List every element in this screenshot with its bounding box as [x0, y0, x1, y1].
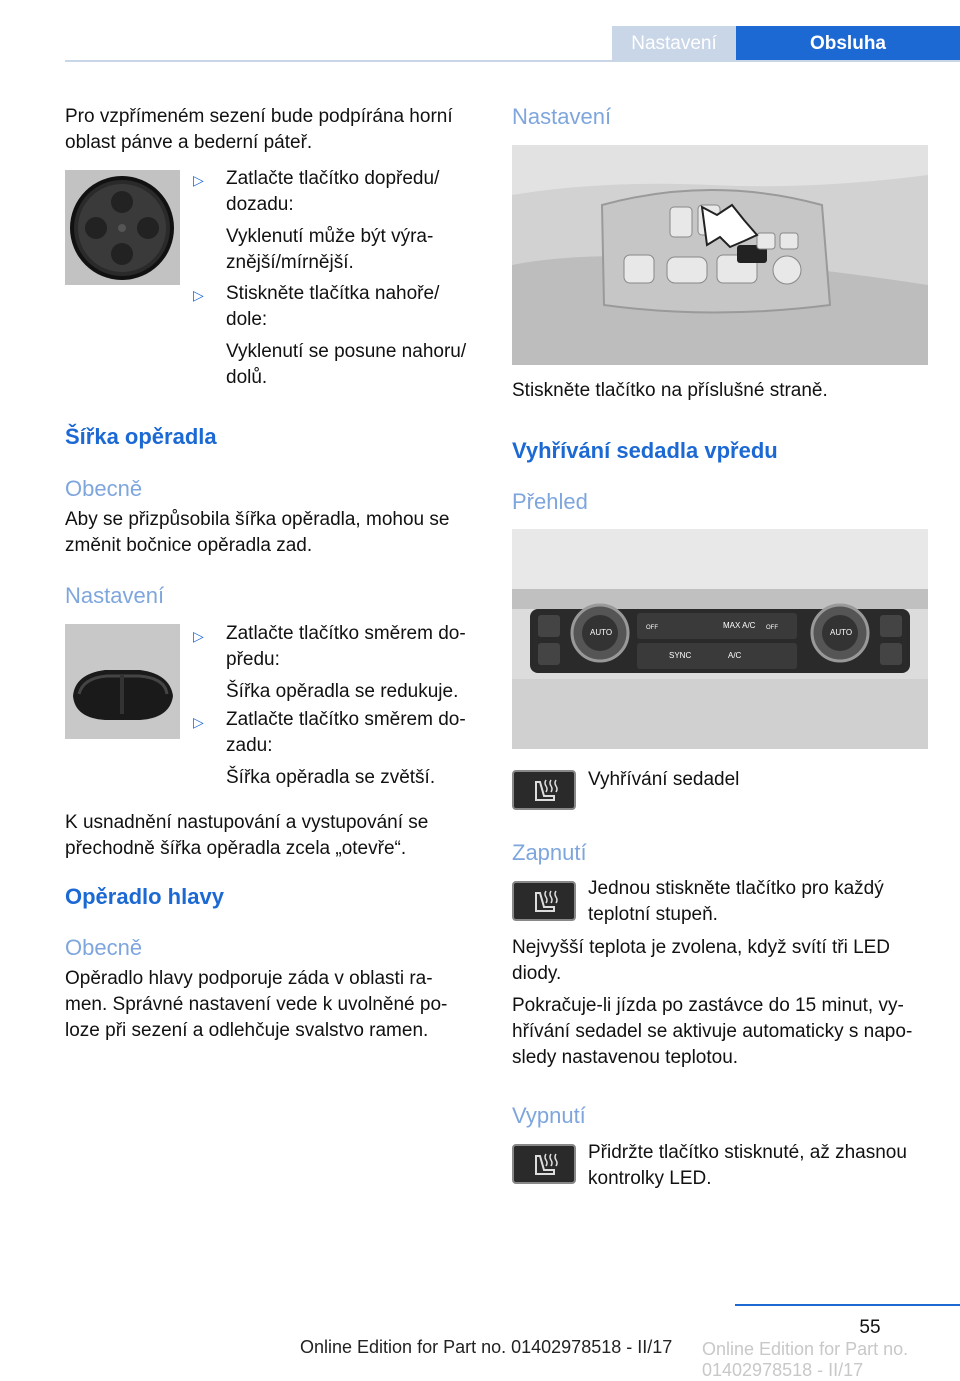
width-general-heading: Obecně [65, 476, 143, 501]
on-text: Jednou stiskněte tlačítko pro každý teplotní stupeň. [588, 878, 884, 925]
on-para-1: Nejvyšší teplota je zvolena, když svítí tři LED diody. [512, 937, 891, 984]
heat-icon-label: Vyhřívání sedadel [588, 769, 740, 790]
panel-auto-left-label: AUTO [590, 628, 613, 637]
head-general-heading: Obecně [65, 935, 143, 960]
off-text: Přidržte tlačítko stisknuté, až zhasnou kontrolky LED. [588, 1142, 907, 1189]
bullet-triangle-icon: ▷ [193, 714, 204, 730]
overview-heading: Přehled [512, 489, 588, 514]
setting-heading: Nastavení [512, 104, 612, 129]
tab-nastaveni[interactable]: Nastavení [612, 26, 736, 62]
head-general-text: Opěradlo hlavy podporuje záda v oblasti ra- men. Správné nastavení vede k uvolněné po- loze při sezení a odlehčuje svalstvo ramen. [65, 968, 448, 1041]
seat-controls-image [512, 145, 928, 365]
lumbar-knob-image [65, 170, 180, 285]
setting-text: Stiskněte tlačítko na příslušné straně. [512, 380, 828, 401]
tab-obsluha[interactable]: Obsluha [736, 26, 960, 62]
page-number: 55 [859, 1317, 881, 1338]
bullet-triangle-icon: ▷ [193, 287, 204, 303]
on-heading: Zapnutí [512, 840, 587, 865]
width-general-text: Aby se přizpůsobila šířka opěradla, mohou se změnit bočnice opěradla zad. [65, 509, 450, 556]
panel-auto-right-label: AUTO [830, 628, 853, 637]
width-note: K usnadnění nastupování a vystupování se přechodně šířka opěradla zcela „otevře“. [65, 812, 429, 859]
width-heading: Šířka opěradla [65, 424, 217, 449]
width-rocker-image [65, 624, 180, 739]
lumbar-bullet-1: Zatlačte tlačítko dopředu/ dozadu: Vyklenutí může být výra- znější/mírnější. [226, 168, 440, 273]
width-bullet-1: Zatlačte tlačítko směrem do- předu: Šířka opěradla se redukuje. [226, 623, 466, 702]
on-para-2: Pokračuje-li jízda po zastávce do 15 minut, vy- hřívání sedadel se aktivuje automaticky s napo- sledy nastavenou teplotou. [512, 995, 913, 1068]
heat-heading: Vyhřívání sedadla vpředu [512, 438, 778, 463]
off-heading: Vypnutí [512, 1103, 586, 1128]
head-heading: Opěradlo hlavy [65, 884, 224, 909]
panel-off-left-label: OFF [646, 625, 658, 631]
bullet-triangle-icon: ▷ [193, 172, 204, 188]
climate-panel-image [512, 529, 928, 749]
panel-off-right-label: OFF [766, 625, 778, 631]
seat-heating-icon [512, 881, 576, 921]
seat-heating-icon [512, 1144, 576, 1184]
panel-ac-label: A/C [728, 651, 742, 660]
header-rule [65, 60, 960, 62]
width-setting-heading: Nastavení [65, 583, 165, 608]
width-bullet-2: Zatlačte tlačítko směrem do- zadu: Šířka opěradla se zvětší. [226, 709, 466, 788]
bullet-triangle-icon: ▷ [193, 628, 204, 644]
seat-heating-icon [512, 770, 576, 810]
panel-max-ac-label: MAX A/C [723, 621, 756, 630]
intro-paragraph: Pro vzpřímeném sezení bude podpírána horní oblast pánve a bederní páteř. [65, 106, 453, 153]
footer-edition: Online Edition for Part no. 01402978518 - II/17 [300, 1337, 673, 1357]
lumbar-bullet-2: Stiskněte tlačítka nahoře/ dole: Vyklenutí se posune nahoru/ dolů. [226, 283, 467, 388]
footer-watermark: Online Edition for Part no. 01402978518 - II/17 [702, 1339, 909, 1380]
footer-rule [735, 1304, 960, 1306]
panel-sync-label: SYNC [669, 651, 692, 660]
